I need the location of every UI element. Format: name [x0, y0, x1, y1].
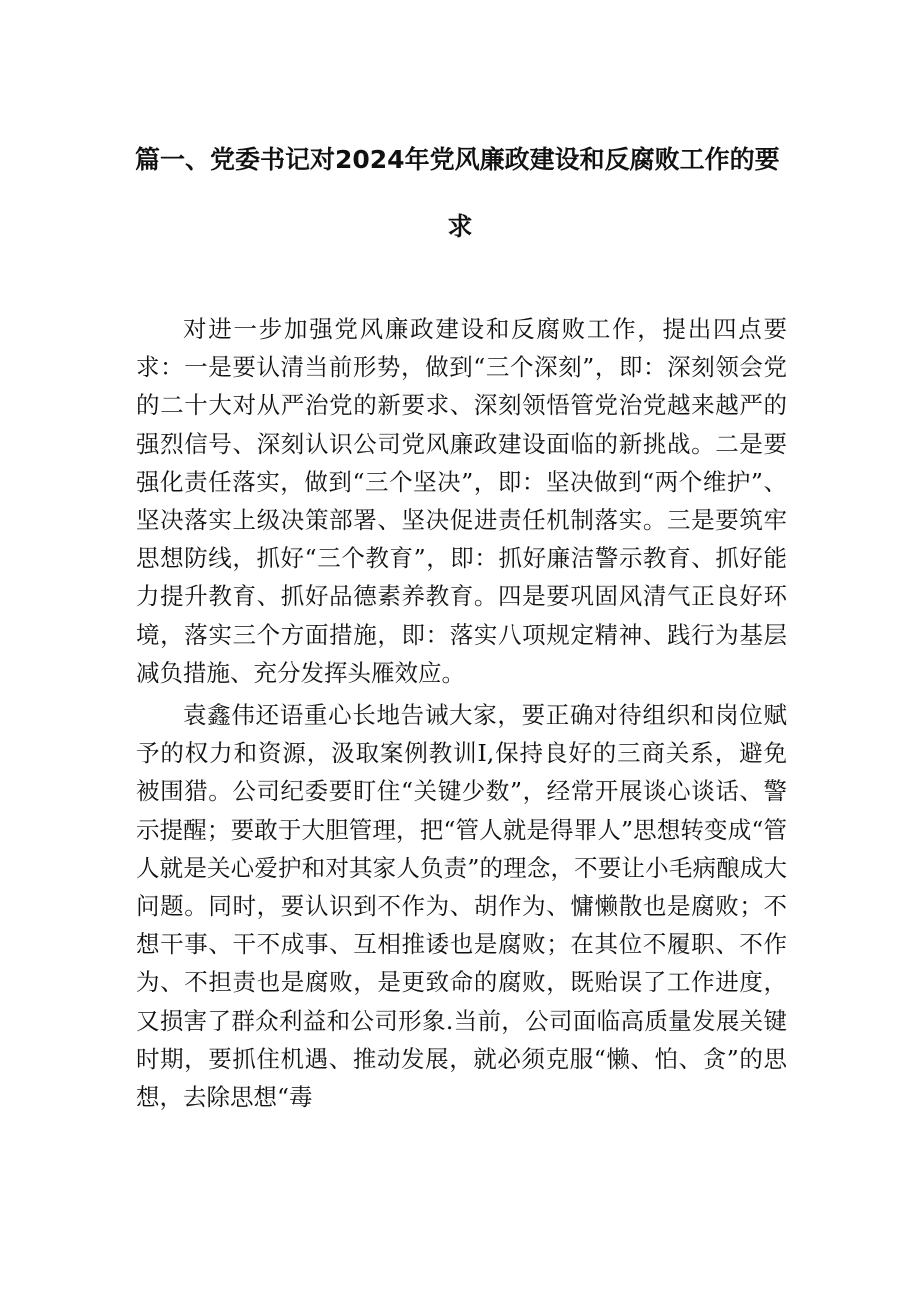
title-line-1: 篇一、党委书记对2024年党风廉政建设和反腐败工作的要	[135, 145, 780, 174]
title-line-2: 求	[447, 212, 473, 241]
body-paragraph-2: 袁鑫伟还语重心长地告诫大家，要正确对待组织和岗位赋予的权力和资源，汲取案例教训I,保持良好的三商关系，避免被围猎。公司纪委要盯住“关键少数”，经常开展谈心谈话、警示提醒；要敢于大胆管理，把“管人就是得罪人”思想转变成“管人就是关心爱护和对其家人负责”的理念，不要让小毛病酿成大问题。同时，要认识到不作为、胡作为、慵懒散也是腐败；不想干事、干不成事、互相推诿也是腐败；在其位不履职、不作为、不担责也是腐败，是更致命的腐败，既贻误了工作进度，又损害了群众利益和公司形象.当前，公司面临高质量发展关键时期，要抓住机遇、推动发展，就必须克服“懒、怕、贪”的思想，去除思想“毒	[136, 701, 787, 1112]
document-title	[0, 143, 920, 244]
document-body	[136, 310, 787, 1116]
body-paragraph-1: 对进一步加强党风廉政建设和反腐败工作，提出四点要求：一是要认清当前形势，做到“三个深刻”，即：深刻领会党的二十大对从严治党的新要求、深刻领悟管党治党越来越严的强烈信号、深刻认识公司党风廉政建设面临的新挑战。二是要强化责任落实，做到“三个坚决”，即：坚决做到“两个维护”、坚决落实上级决策部署、坚决促进责任机制落实。三是要筑牢思想防线，抓好“三个教育”，即：抓好廉洁警示教育、抓好能力提升教育、抓好品德素养教育。四是要巩固风清气正良好环境，落实三个方面措施，即：落实八项规定精神、践行为基层减负措施、充分发挥头雁效应。	[136, 315, 787, 687]
